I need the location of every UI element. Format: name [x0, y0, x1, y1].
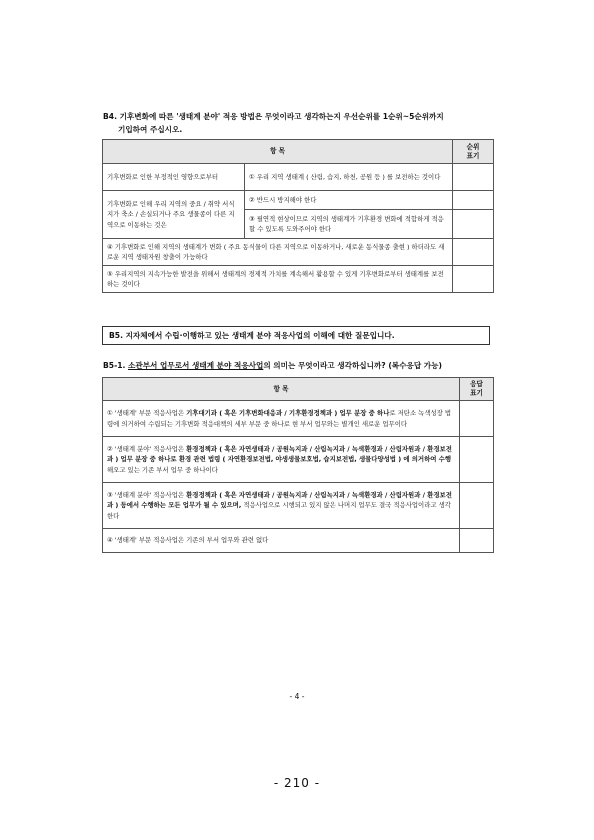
- b5-1-question: [103, 359, 503, 372]
- b5-answer-1: [103, 401, 460, 437]
- b5-header-resp-line1: 응답: [470, 380, 483, 388]
- b5-answer-2-part1: ② '생태계 분야' 적응사업은: [107, 444, 187, 453]
- b4-header-rank: [453, 140, 494, 164]
- b5-answer-3-part1: ③ '생태계 분야' 적응사업은: [107, 490, 187, 499]
- b5-answer-2-part3: 해오고 있는 기존 부서 업무 중 하나이다: [107, 465, 218, 474]
- b4-rank-3-cell[interactable]: [453, 210, 494, 239]
- b5-answer-1-part3: 로 저탄소 녹색성장 법령에 의거하여 수립되는 기후변화 적응대책의 세부 부문 중 하나로 현 부서 업무와는 별개인 새로운 업무이다: [107, 409, 452, 428]
- b4-rank-1-cell[interactable]: [453, 164, 494, 191]
- b5-answer-2: [103, 437, 460, 483]
- b5-section-box: B5. 지자체에서 수립·이행하고 있는 생태계 분야 적응사업의 이해에 대한 질문입니다.: [102, 326, 490, 345]
- b5-header-resp-line2: 표기: [470, 389, 483, 397]
- b4-option-2: ② 반드시 방지해야 한다: [245, 191, 453, 210]
- b4-option-1: ① 우리 지역 생태계 ( 산림, 습지, 하천, 공원 등 ) 를 보전하는 것이다: [245, 164, 453, 191]
- b5-answer-3-part2: 환경정책과 ( 혹은 자연생태과 / 공원녹지과 / 산림녹지과 / 녹색환경과 / 산림자원과 / 환경보전과 ) 등에서 수행하는 모든 업무가 될 수 있으며,: [107, 490, 452, 510]
- inner-page-number: - 4 -: [289, 692, 305, 701]
- b4-question: [103, 110, 503, 136]
- b4-table: [102, 139, 494, 293]
- b4-rank-5-cell[interactable]: [453, 266, 494, 293]
- b5-response-3-cell[interactable]: [460, 483, 494, 529]
- b5-response-2-cell[interactable]: [460, 437, 494, 483]
- b4-rank-2-cell[interactable]: [453, 191, 494, 210]
- footer-page-number: - 210 -: [273, 776, 321, 790]
- b5-answer-2-part2: 환경정책과 ( 혹은 자연생태과 / 공원녹지과 / 산림녹지과 / 녹색환경과 / 산림자원과 / 환경보전과 ) 업무 분장 중 하나로 환경 관련 법령 ( 자연환경보전법, 야생생물보호법, 습지보전법, 생물다양성법 ) 에 의거하여 수행: [107, 444, 452, 464]
- b4-question-line1: B4. 기후변화에 따른 '생태계 분야' 적응 방법은 무엇이라고 생각하는지 우선순위를 1순위~5순위까지: [103, 112, 444, 121]
- b5-answer-1-part2: 기후대기과 ( 혹은 기후변화대응과 / 기후환경정책과 ) 업무 분장 중 하나: [186, 409, 390, 417]
- b5-response-1-cell[interactable]: [460, 401, 494, 437]
- b5-answer-3: [103, 483, 460, 529]
- b4-header-rank-line2: 표기: [466, 151, 480, 160]
- b5-answer-1-part1: ① '생태계' 부문 적응사업은: [107, 409, 187, 417]
- b4-option-4: ④ 기후변화로 인해 지역의 생태계가 변화 ( 주요 동식물이 다른 지역으로 이동하거나, 새로운 동식물종 출현 ) 하더라도 새로운 지역 생태자원 창출이 가능하다: [103, 239, 453, 266]
- b5-answer-3-part3: 적응사업으로 시행되고 있지 않은 나머지 업무도 결국 적응사업이라고 생각한다: [107, 501, 451, 520]
- b4-rank-4-cell[interactable]: [453, 239, 494, 266]
- b4-group2-label: 기후변화로 인해 우리 지역의 중요 / 취약 서식지가 축소 / 손실되거나 주요 생물종이 다른 지역으로 이동하는 것은: [103, 191, 245, 239]
- b5-1-underlined: 소관부서 업무로서 생태계 분야 적응사업: [128, 361, 264, 370]
- b4-header-item: 항 목: [103, 140, 453, 164]
- b5-1-prefix: B5-1.: [103, 361, 129, 370]
- b4-question-line2: 기입하여 주십시오.: [118, 125, 183, 134]
- b5-1-table: [102, 377, 494, 553]
- b5-answer-4: ④ '생태계' 부문 적응사업은 기존의 부서 업무와 관련 없다: [103, 529, 460, 553]
- b4-option-5: ⑤ 우리지역의 지속가능한 발전을 위해서 생태계의 경제적 가치를 계속해서 활용할 수 있게 기후변화로부터 생태계를 보전하는 것이다: [103, 266, 453, 293]
- b4-header-rank-line1: 순위: [466, 142, 480, 151]
- b5-header-resp: [460, 378, 494, 401]
- b5-1-suffix: 의 의미는 무엇이라고 생각하십니까? (복수응답 가능): [263, 361, 442, 370]
- b5-response-4-cell[interactable]: [460, 529, 494, 553]
- b4-option-3: ③ 필연적 현상이므로 지역의 생태계가 기후환경 변화에 적합하게 적응할 수 있도록 도와주어야 한다: [245, 210, 453, 239]
- b5-header-item: 항 목: [103, 378, 460, 401]
- b4-group1-label: 기후변화로 인한 부정적인 영향으로부터: [103, 164, 245, 191]
